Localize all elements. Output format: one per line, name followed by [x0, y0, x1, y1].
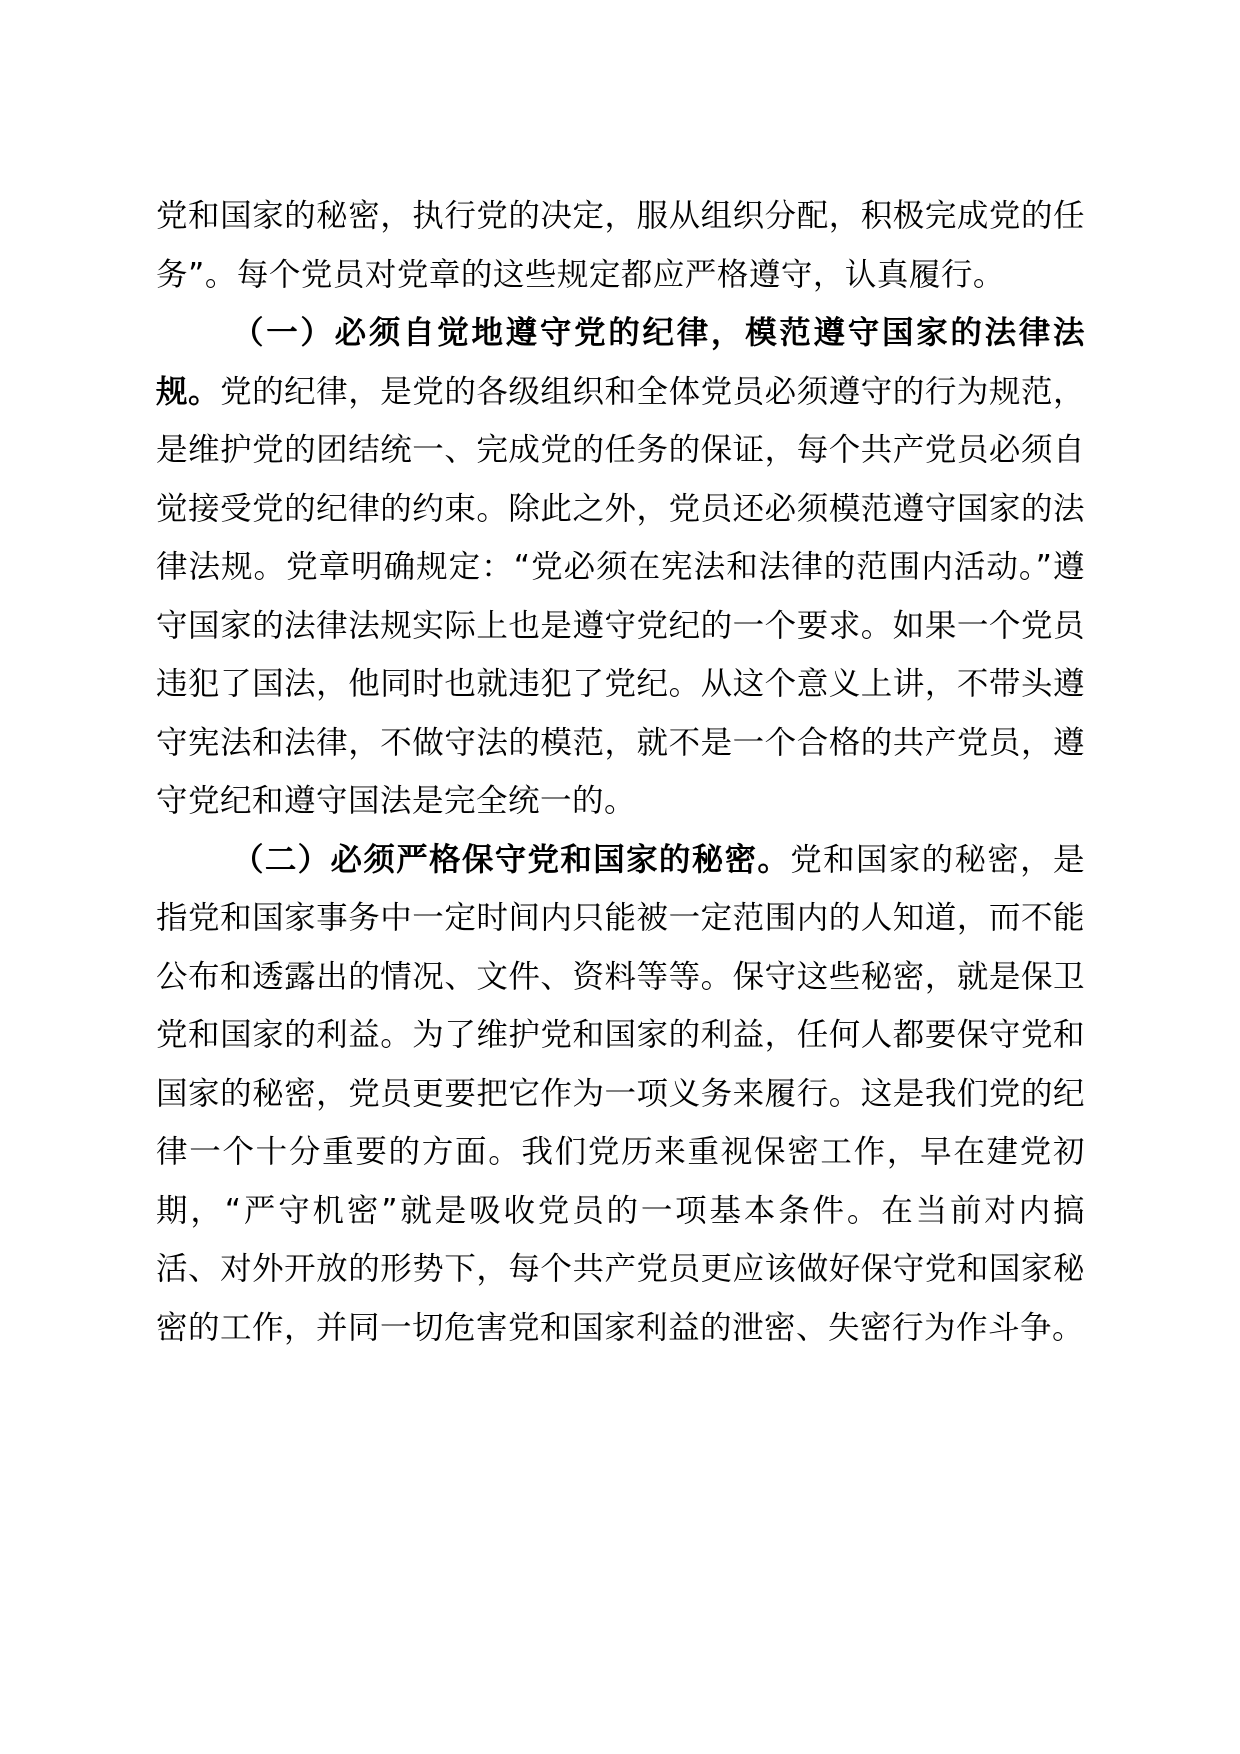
- section-heading-two: （二）必须严格保守党和国家的秘密。: [232, 841, 791, 878]
- paragraph-keep-secrets: [156, 831, 1085, 1358]
- paragraph-text: 党和国家的秘密，是指党和国家事务中一定时间内只能被一定范围内的人知道，而不能公布和透露出的情况、文件、资料等等。保守这些秘密，就是保卫党和国家的利益。为了维护党和国家的利益，任何人都要保守党和国家的秘密，党员更要把它作为一项义务来履行。这是我们党的纪律一个十分重要的方面。我们党历来重视保密工作，早在建党初期，“严守机密”就是吸收党员的一项基本条件。在当前对内搞活、对外开放的形势下，每个共产党员更应该做好保守党和国家秘密的工作，并同一切危害党和国家利益的泄密、失密行为作斗争。: [156, 841, 1085, 1346]
- document-body: [156, 187, 1085, 1357]
- section-heading-one: （一）必须自觉地遵守党的纪律，模范遵守国家的法律法规。: [156, 315, 1085, 410]
- paragraph-text: 党和国家的秘密，执行党的决定，服从组织分配，积极完成党的任务”。每个党员对党章的这些规定都应严格遵守，认真履行。: [156, 198, 1085, 293]
- paragraph-party-discipline: [156, 304, 1085, 831]
- paragraph-continuation: [156, 187, 1085, 304]
- paragraph-text: 党的纪律，是党的各级组织和全体党员必须遵守的行为规范，是维护党的团结统一、完成党的任务的保证，每个共产党员必须自觉接受党的纪律的约束。除此之外，党员还必须模范遵守国家的法律法规。党章明确规定：“党必须在宪法和法律的范围内活动。”遵守国家的法律法规实际上也是遵守党纪的一个要求。如果一个党员违犯了国法，他同时也就违犯了党纪。从这个意义上讲，不带头遵守宪法和法律，不做守法的模范，就不是一个合格的共产党员，遵守党纪和遵守国法是完全统一的。: [156, 373, 1085, 819]
